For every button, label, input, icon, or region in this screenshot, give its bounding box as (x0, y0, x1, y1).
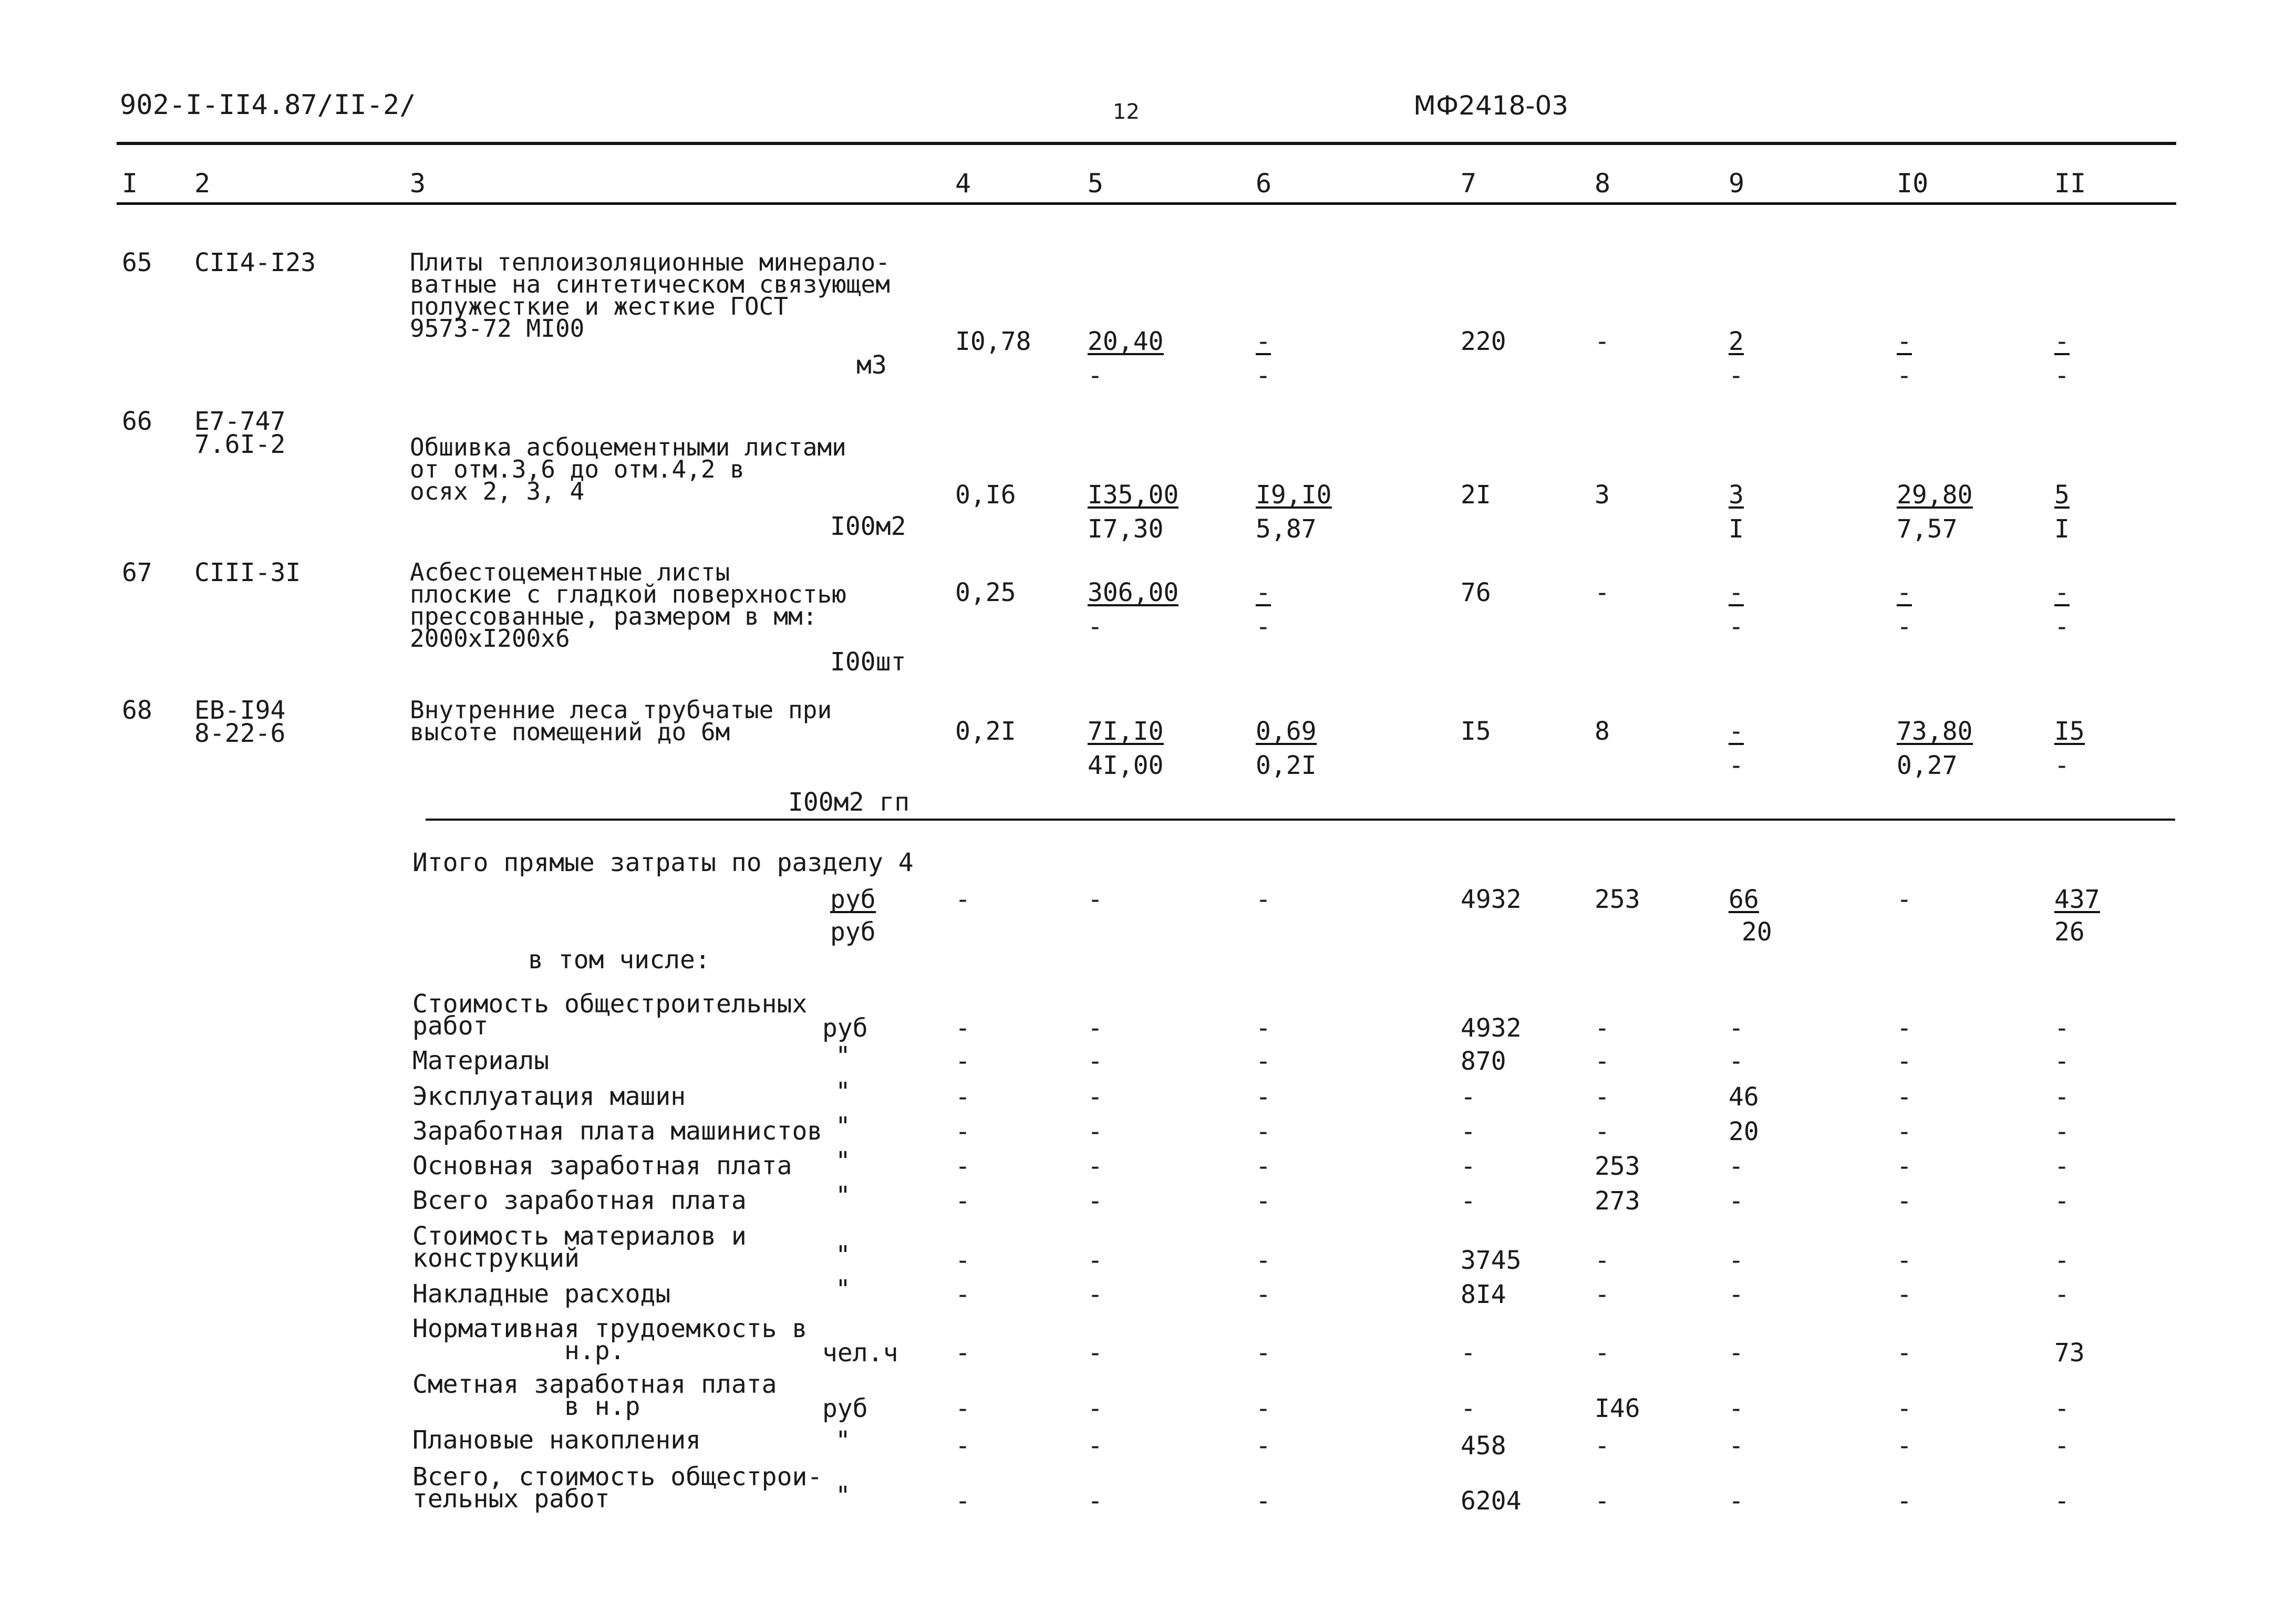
sheet-stamp: МФ2418-03 (1413, 90, 1569, 121)
total-unit-bottom: руб (830, 917, 876, 947)
row-number: 65 (122, 248, 152, 277)
summary-c10: - (1897, 1280, 1912, 1309)
col4-value: I0,78 (955, 327, 1031, 356)
summary-c8: - (1595, 1013, 1610, 1043)
col6-top: - (1256, 327, 1271, 356)
column-header: 3 (410, 168, 426, 199)
summary-c11: - (2054, 1186, 2070, 1216)
summary-c6: - (1256, 1394, 1271, 1423)
summary-c6: - (1256, 1280, 1271, 1309)
row-number: 68 (122, 696, 152, 725)
summary-label: Плановые накопления (412, 1425, 701, 1455)
summary-c10: - (1897, 1186, 1912, 1216)
summary-c7: - (1461, 1394, 1476, 1423)
summary-c9: - (1729, 1152, 1744, 1181)
col10-bottom: - (1897, 361, 1912, 390)
col11-bottom: - (2054, 751, 2070, 780)
summary-c4: - (955, 1047, 970, 1076)
summary-c5: - (1088, 1246, 1103, 1275)
summary-c7: - (1461, 1186, 1476, 1216)
row-unit: м3 (856, 350, 887, 380)
summary-label: Всего, стоимость общестрои- тельных работ (412, 1462, 823, 1514)
summary-c10: - (1897, 1117, 1912, 1146)
column-header-rule (117, 202, 2176, 205)
total-col9-bottom: 20 (1742, 917, 1772, 947)
column-header: II (2054, 168, 2086, 199)
col10-top: - (1897, 578, 1912, 607)
summary-c6: - (1256, 1152, 1271, 1181)
summary-c9: - (1729, 1246, 1744, 1275)
col6-bottom: - (1256, 612, 1271, 642)
summary-c9: - (1729, 1394, 1744, 1423)
summary-c9: 20 (1729, 1117, 1759, 1146)
col8-value: 3 (1595, 480, 1610, 510)
row-description: Плиты теплоизоляционные минерало- ватные на синтетическом связующем полужесткие и жесткие ГОСТ 9573-72 МI00 (410, 248, 890, 343)
total-unit-top: руб (830, 885, 876, 914)
column-header: 7 (1461, 168, 1477, 199)
col9-top: 3 (1729, 480, 1744, 510)
summary-unit: " (835, 1275, 851, 1304)
summary-c8: - (1595, 1246, 1610, 1275)
summary-c5: - (1088, 1338, 1103, 1368)
summary-c8: I46 (1595, 1394, 1640, 1423)
total-col11-top: 437 (2054, 885, 2100, 914)
col8-value: 8 (1595, 717, 1610, 746)
col9-bottom: - (1729, 361, 1744, 390)
summary-c7: 8I4 (1461, 1280, 1506, 1309)
summary-c11: - (2054, 1394, 2070, 1423)
summary-c11: 73 (2054, 1338, 2085, 1368)
col10-top: - (1897, 327, 1912, 356)
summary-c5: - (1088, 1117, 1103, 1146)
summary-c7: 6204 (1461, 1486, 1522, 1516)
summary-c11: - (2054, 1152, 2070, 1181)
col7-value: 76 (1461, 578, 1491, 607)
summary-c5: - (1088, 1013, 1103, 1043)
col9-top: - (1729, 578, 1744, 607)
summary-unit: " (835, 1426, 851, 1455)
summary-label: Всего заработная плата (412, 1186, 747, 1215)
summary-c4: - (955, 1280, 970, 1309)
summary-c10: - (1897, 1338, 1912, 1368)
col9-bottom: - (1729, 612, 1744, 642)
row-unit: I00м2 гп (788, 788, 910, 817)
col9-top: - (1729, 717, 1744, 746)
summary-c4: - (955, 1246, 970, 1275)
summary-c4: - (955, 1117, 970, 1146)
summary-c8: 253 (1595, 1152, 1640, 1181)
summary-c8: - (1595, 1486, 1610, 1516)
col6-bottom: - (1256, 361, 1271, 390)
summary-unit: " (835, 1481, 851, 1510)
row-code: ЕВ-I94 8-22-6 (194, 696, 286, 748)
summary-c6: - (1256, 1082, 1271, 1112)
summary-c5: - (1088, 1394, 1103, 1423)
summary-c8: - (1595, 1431, 1610, 1461)
col5-bottom: I7,30 (1088, 514, 1164, 544)
total-col6: - (1256, 885, 1271, 914)
summary-unit: " (835, 1240, 851, 1270)
col10-bottom: 0,27 (1897, 751, 1958, 780)
summary-c4: - (955, 1082, 970, 1112)
summary-c4: - (955, 1013, 970, 1043)
including-label: в том числе: (528, 945, 710, 975)
summary-c11: - (2054, 1082, 2070, 1112)
row-number: 66 (122, 407, 152, 436)
column-header: I (122, 168, 138, 199)
summary-c7: 870 (1461, 1047, 1506, 1076)
summary-c10: - (1897, 1013, 1912, 1043)
row-unit: I00м2 (830, 512, 906, 541)
col5-top: I35,00 (1088, 480, 1179, 510)
col11-top: 5 (2054, 480, 2070, 510)
summary-c11: - (2054, 1246, 2070, 1275)
column-header: 2 (194, 168, 211, 199)
summary-c4: - (955, 1394, 970, 1423)
col4-value: 0,25 (955, 578, 1016, 607)
summary-c10: - (1897, 1047, 1912, 1076)
summary-c6: - (1256, 1486, 1271, 1516)
summary-c8: - (1595, 1280, 1610, 1309)
summary-c7: - (1461, 1082, 1476, 1112)
summary-c7: - (1461, 1152, 1476, 1181)
column-header: 6 (1256, 168, 1272, 199)
summary-label: Эксплуатация машин (412, 1082, 686, 1111)
summary-c5: - (1088, 1152, 1103, 1181)
summary-unit: " (835, 1077, 851, 1106)
summary-label: Основная заработная плата (412, 1151, 792, 1181)
summary-c9: - (1729, 1047, 1744, 1076)
summary-c4: - (955, 1486, 970, 1516)
document-code: 902-I-II4.87/II-2/ (120, 89, 416, 121)
summary-c10: - (1897, 1246, 1912, 1275)
summary-c11: - (2054, 1280, 2070, 1309)
summary-c6: - (1256, 1117, 1271, 1146)
summary-c6: - (1256, 1338, 1271, 1368)
col10-top: 29,80 (1897, 480, 1973, 510)
row-description: Обшивка асбоцементными листами от отм.3,6 до отм.4,2 в осях 2, 3, 4 (410, 433, 846, 505)
summary-unit: руб (822, 1013, 868, 1043)
column-header: 4 (955, 168, 971, 199)
summary-c9: 46 (1729, 1082, 1759, 1112)
summary-c9: - (1729, 1013, 1744, 1043)
summary-c6: - (1256, 1047, 1271, 1076)
summary-unit: " (835, 1041, 851, 1071)
summary-c7: 3745 (1461, 1246, 1522, 1275)
col4-value: 0,2I (955, 717, 1016, 746)
column-header: 9 (1729, 168, 1745, 199)
summary-c5: - (1088, 1047, 1103, 1076)
column-header: 8 (1595, 168, 1611, 199)
summary-c8: 273 (1595, 1186, 1640, 1216)
col6-bottom: 0,2I (1256, 751, 1317, 780)
col6-bottom: 5,87 (1256, 514, 1317, 544)
col11-bottom: I (2054, 514, 2070, 544)
col8-value: - (1595, 327, 1610, 356)
summary-c10: - (1897, 1431, 1912, 1461)
col11-bottom: - (2054, 612, 2070, 642)
col9-top: 2 (1729, 327, 1744, 356)
summary-label: Заработная плата машинистов (412, 1116, 823, 1146)
summary-label: Накладные расходы (412, 1279, 671, 1309)
summary-c9: - (1729, 1186, 1744, 1216)
summary-unit: " (835, 1146, 851, 1176)
row-unit: I00шт (830, 647, 906, 677)
col10-bottom: - (1897, 612, 1912, 642)
total-col11-bottom: 26 (2054, 917, 2085, 947)
col10-bottom: 7,57 (1897, 514, 1958, 544)
summary-c11: - (2054, 1047, 2070, 1076)
total-rule (426, 819, 2175, 821)
summary-c10: - (1897, 1394, 1912, 1423)
summary-c11: - (2054, 1013, 2070, 1043)
summary-c11: - (2054, 1431, 2070, 1461)
col11-top: - (2054, 578, 2070, 607)
summary-c5: - (1088, 1486, 1103, 1516)
col7-value: I5 (1461, 717, 1491, 746)
row-description: Внутренние леса трубчатые при высоте помещений до 6м (410, 696, 832, 746)
summary-unit: " (835, 1181, 851, 1210)
col5-bottom: 4I,00 (1088, 751, 1164, 780)
summary-c5: - (1088, 1431, 1103, 1461)
col9-bottom: - (1729, 751, 1744, 780)
col5-bottom: - (1088, 361, 1103, 390)
col10-top: 73,80 (1897, 717, 1973, 746)
summary-c11: - (2054, 1117, 2070, 1146)
col5-top: 306,00 (1088, 578, 1179, 607)
column-header: 5 (1088, 168, 1104, 199)
col11-bottom: - (2054, 361, 2070, 390)
summary-unit: чел.ч (822, 1338, 898, 1368)
col8-value: - (1595, 578, 1610, 607)
summary-c9: - (1729, 1431, 1744, 1461)
col6-top: 0,69 (1256, 717, 1317, 746)
summary-c4: - (955, 1152, 970, 1181)
summary-c6: - (1256, 1013, 1271, 1043)
row-number: 67 (122, 558, 152, 587)
page-number: 12 (1113, 100, 1140, 124)
row-code: СIII-3I (194, 558, 301, 587)
summary-unit: руб (822, 1394, 868, 1423)
col7-value: 220 (1461, 327, 1506, 356)
summary-c11: - (2054, 1486, 2070, 1516)
col6-top: I9,I0 (1256, 480, 1332, 510)
summary-label: Сметная заработная плата в н.р (412, 1370, 777, 1421)
row-code: СII4-I23 (194, 248, 316, 277)
col11-top: I5 (2054, 717, 2085, 746)
summary-c8: - (1595, 1338, 1610, 1368)
header-rule (117, 142, 2176, 145)
total-col8: 253 (1595, 885, 1640, 914)
summary-c5: - (1088, 1082, 1103, 1112)
column-header: I0 (1897, 168, 1929, 199)
col11-top: - (2054, 327, 2070, 356)
total-col7: 4932 (1461, 885, 1522, 914)
row-description: Асбестоцементные листы плоские с гладкой поверхностью прессованные, размером в мм: 2000хI200х6 (410, 558, 846, 653)
col5-bottom: - (1088, 612, 1103, 642)
summary-c9: - (1729, 1486, 1744, 1516)
col7-value: 2I (1461, 480, 1491, 510)
col4-value: 0,I6 (955, 480, 1016, 510)
summary-c9: - (1729, 1338, 1744, 1368)
col5-top: 20,40 (1088, 327, 1164, 356)
total-col9-top: 66 (1729, 885, 1759, 914)
summary-c6: - (1256, 1186, 1271, 1216)
total-col5: - (1088, 885, 1103, 914)
summary-label: Стоимость общестроительных работ (412, 989, 808, 1041)
summary-c4: - (955, 1431, 970, 1461)
summary-unit: " (835, 1112, 851, 1141)
summary-c7: 4932 (1461, 1013, 1522, 1043)
summary-c4: - (955, 1338, 970, 1368)
col9-bottom: I (1729, 514, 1744, 544)
summary-c7: - (1461, 1117, 1476, 1146)
summary-c5: - (1088, 1280, 1103, 1309)
summary-c6: - (1256, 1246, 1271, 1275)
row-code: Е7-747 7.6I-2 (194, 407, 286, 459)
total-col10: - (1897, 885, 1912, 914)
summary-c10: - (1897, 1486, 1912, 1516)
summary-label: Материалы (412, 1046, 550, 1075)
col6-top: - (1256, 578, 1271, 607)
summary-label: Нормативная трудоемкость в н.р. (412, 1314, 808, 1365)
summary-c10: - (1897, 1082, 1912, 1112)
summary-c7: 458 (1461, 1431, 1506, 1461)
summary-c8: - (1595, 1047, 1610, 1076)
summary-c6: - (1256, 1431, 1271, 1461)
col5-top: 7I,I0 (1088, 717, 1164, 746)
summary-c5: - (1088, 1186, 1103, 1216)
summary-c10: - (1897, 1152, 1912, 1181)
total-col4: - (955, 885, 970, 914)
summary-c4: - (955, 1186, 970, 1216)
summary-c8: - (1595, 1082, 1610, 1112)
total-label: Итого прямые затраты по разделу 4 (412, 848, 914, 877)
summary-c8: - (1595, 1117, 1610, 1146)
summary-label: Стоимость материалов и конструкций (412, 1222, 747, 1273)
summary-c7: - (1461, 1338, 1476, 1368)
summary-c9: - (1729, 1280, 1744, 1309)
